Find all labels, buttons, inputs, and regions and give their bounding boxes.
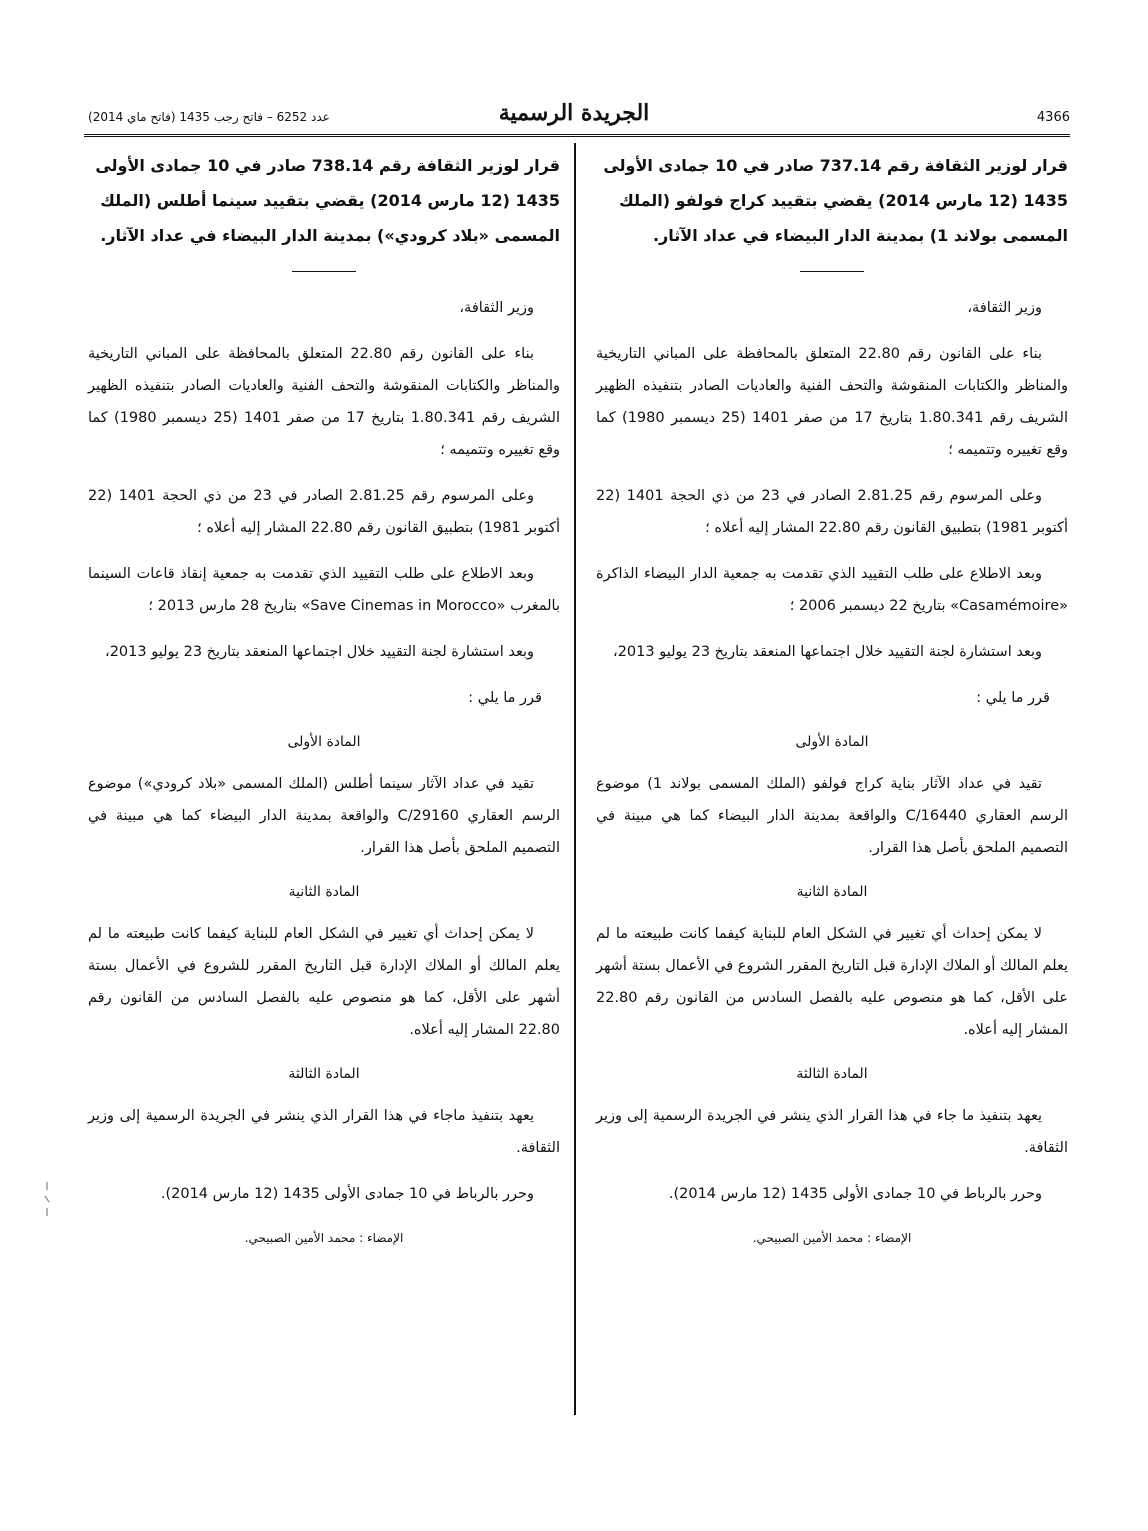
header-rule (84, 134, 1070, 137)
issue-info: عدد 6252 – فاتح رجب 1435 (فاتح ماي 2014) (88, 110, 330, 124)
article-text: تقيد في عداد الآثار سينما أطلس (الملك المسمى «بلاد كرودي») موضوع الرسم العقاري C/29160 والواقعة بمدينة الدار البيضاء كما هي مبينة في التصميم الملحق بأصل هذا القرار. (88, 776, 560, 856)
article-heading: المادة الثالثة (288, 1066, 360, 1082)
title-rule (800, 271, 864, 272)
decided-line: قرر ما يلي : (468, 690, 542, 706)
signature: الإمضاء : محمد الأمين الصبيحي. (752, 1231, 912, 1245)
preamble-paragraph: وبعد استشارة لجنة التقييد خلال اجتماعها المنعقد بتاريخ 23 يوليو 2013، (613, 644, 1042, 660)
preamble-text: » بتاريخ 28 مارس 2013 ؛ (148, 598, 311, 614)
article-text: يعهد بتنفيذ ماجاء في هذا القرار الذي ينشر في الجريدة الرسمية إلى وزير الثقافة. (88, 1108, 560, 1156)
article-text: لا يمكن إحداث أي تغيير في الشكل العام للبناية كيفما كانت طبيعته ما لم يعلم المالك أو الملاك الإدارة قبل التاريخ المقرر الشروع في الأعمال بستة أشهر على الأقل، كما هو منصوص عليه بالفصل السادس من القانون رقم 22.80 المشار إليه أعلاه. (596, 926, 1068, 1038)
minister-line: وزير الثقافة، (967, 300, 1042, 316)
preamble-paragraph: وبعد استشارة لجنة التقييد خلال اجتماعها المنعقد بتاريخ 23 يوليو 2013، (105, 644, 534, 660)
page-number: 4366 (1036, 110, 1070, 125)
signature: الإمضاء : محمد الأمين الصبيحي. (244, 1231, 404, 1245)
done-at-line: وحرر بالرباط في 10 جمادى الأولى 1435 (12 مارس 2014). (160, 1186, 534, 1202)
scan-margin-marks (40, 1180, 54, 1224)
article-heading: المادة الثانية (796, 884, 868, 900)
article-text: يعهد بتنفيذ ما جاء في هذا القرار الذي ينشر في الجريدة الرسمية إلى وزير الثقافة. (596, 1108, 1068, 1156)
article-heading: المادة الأولى (287, 734, 361, 750)
preamble-paragraph: بناء على القانون رقم 22.80 المتعلق بالمحافظة على المباني التاريخية والمناظر والكتابات المنقوشة والتحف الفنية والعاديات الصادر بتنفيذه الظهير الشريف رقم 1.80.341 بتاريخ 17 من صفر 1401 (25 ديسمبر 1980) كما وقع تغييره وتتميمه ؛ (88, 346, 560, 458)
done-at-line: وحرر بالرباط في 10 جمادى الأولى 1435 (12 مارس 2014). (668, 1186, 1042, 1202)
preamble-paragraph (596, 558, 1068, 622)
margin-mark-icon (42, 1180, 52, 1220)
decided-line: قرر ما يلي : (976, 690, 1050, 706)
decision-738-column (88, 148, 560, 1248)
preamble-text: » بتاريخ 22 ديسمبر 2006 ؛ (789, 598, 960, 614)
article-text: لا يمكن إحداث أي تغيير في الشكل العام للبناية كيفما كانت طبيعته ما لم يعلم المالك أو الملاك الإدارة قبل التاريخ المقرر للشروع في الأعمال بستة أشهر على الأقل، كما هو منصوص عليه بالفصل السادس من القانون رقم 22.80 المشار إليه أعلاه. (88, 926, 560, 1038)
preamble-paragraph: بناء على القانون رقم 22.80 المتعلق بالمحافظة على المباني التاريخية والمناظر والكتابات المنقوشة والتحف الفنية والعاديات الصادر بتنفيذه الظهير الشريف رقم 1.80.341 بتاريخ 17 من صفر 1401 (25 ديسمبر 1980) كما وقع تغييره وتتميمه ؛ (596, 346, 1068, 458)
preamble-paragraph: وعلى المرسوم رقم 2.81.25 الصادر في 23 من ذي الحجة 1401 (22 أكتوبر 1981) بتطبيق القانون رقم 22.80 المشار إليه أعلاه ؛ (88, 488, 560, 536)
page-header (0, 100, 1148, 134)
article-heading: المادة الثانية (288, 884, 360, 900)
column-divider (574, 143, 576, 1415)
preamble-paragraph: وعلى المرسوم رقم 2.81.25 الصادر في 23 من ذي الحجة 1401 (22 أكتوبر 1981) بتطبيق القانون رقم 22.80 المشار إليه أعلاه ؛ (596, 488, 1068, 536)
preamble-text: وبعد الاطلاع على طلب التقييد الذي تقدمت به جمعية الدار البيضاء الذاكرة « (596, 566, 1068, 614)
association-name: Save Cinemas in Morocco (310, 598, 497, 614)
article-heading: المادة الأولى (795, 734, 869, 750)
article-text: تقيد في عداد الآثار بناية كراج فولفو (الملك المسمى بولاند 1) موضوع الرسم العقاري C/16440 والواقعة بمدينة الدار البيضاء كما هي مبينة في التصميم الملحق بأصل هذا القرار. (596, 776, 1068, 856)
preamble-text: وبعد الاطلاع على طلب التقييد الذي تقدمت به جمعية إنقاذ قاعات السينما بالمغرب « (88, 566, 560, 614)
title-rule (292, 271, 356, 272)
association-name: Casamémoire (959, 598, 1060, 614)
decision-title: قرار لوزير الثقافة رقم 737.14 صادر في 10 جمادى الأولى 1435 (12 مارس 2014) يقضي بتقييد كراج فولفو (الملك المسمى بولاند 1) بمدينة الدار البيضاء في عداد الآثار. (603, 156, 1068, 245)
decision-title: قرار لوزير الثقافة رقم 738.14 صادر في 10 جمادى الأولى 1435 (12 مارس 2014) يقضي بتقييد سينما أطلس (الملك المسمى «بلاد كرودي») بمدينة الدار البيضاء في عداد الآثار. (95, 156, 560, 245)
journal-title: الجريدة الرسمية (498, 100, 650, 126)
minister-line: وزير الثقافة، (459, 300, 534, 316)
decision-737-column (596, 148, 1068, 1248)
article-heading: المادة الثالثة (796, 1066, 868, 1082)
preamble-paragraph (88, 558, 560, 622)
